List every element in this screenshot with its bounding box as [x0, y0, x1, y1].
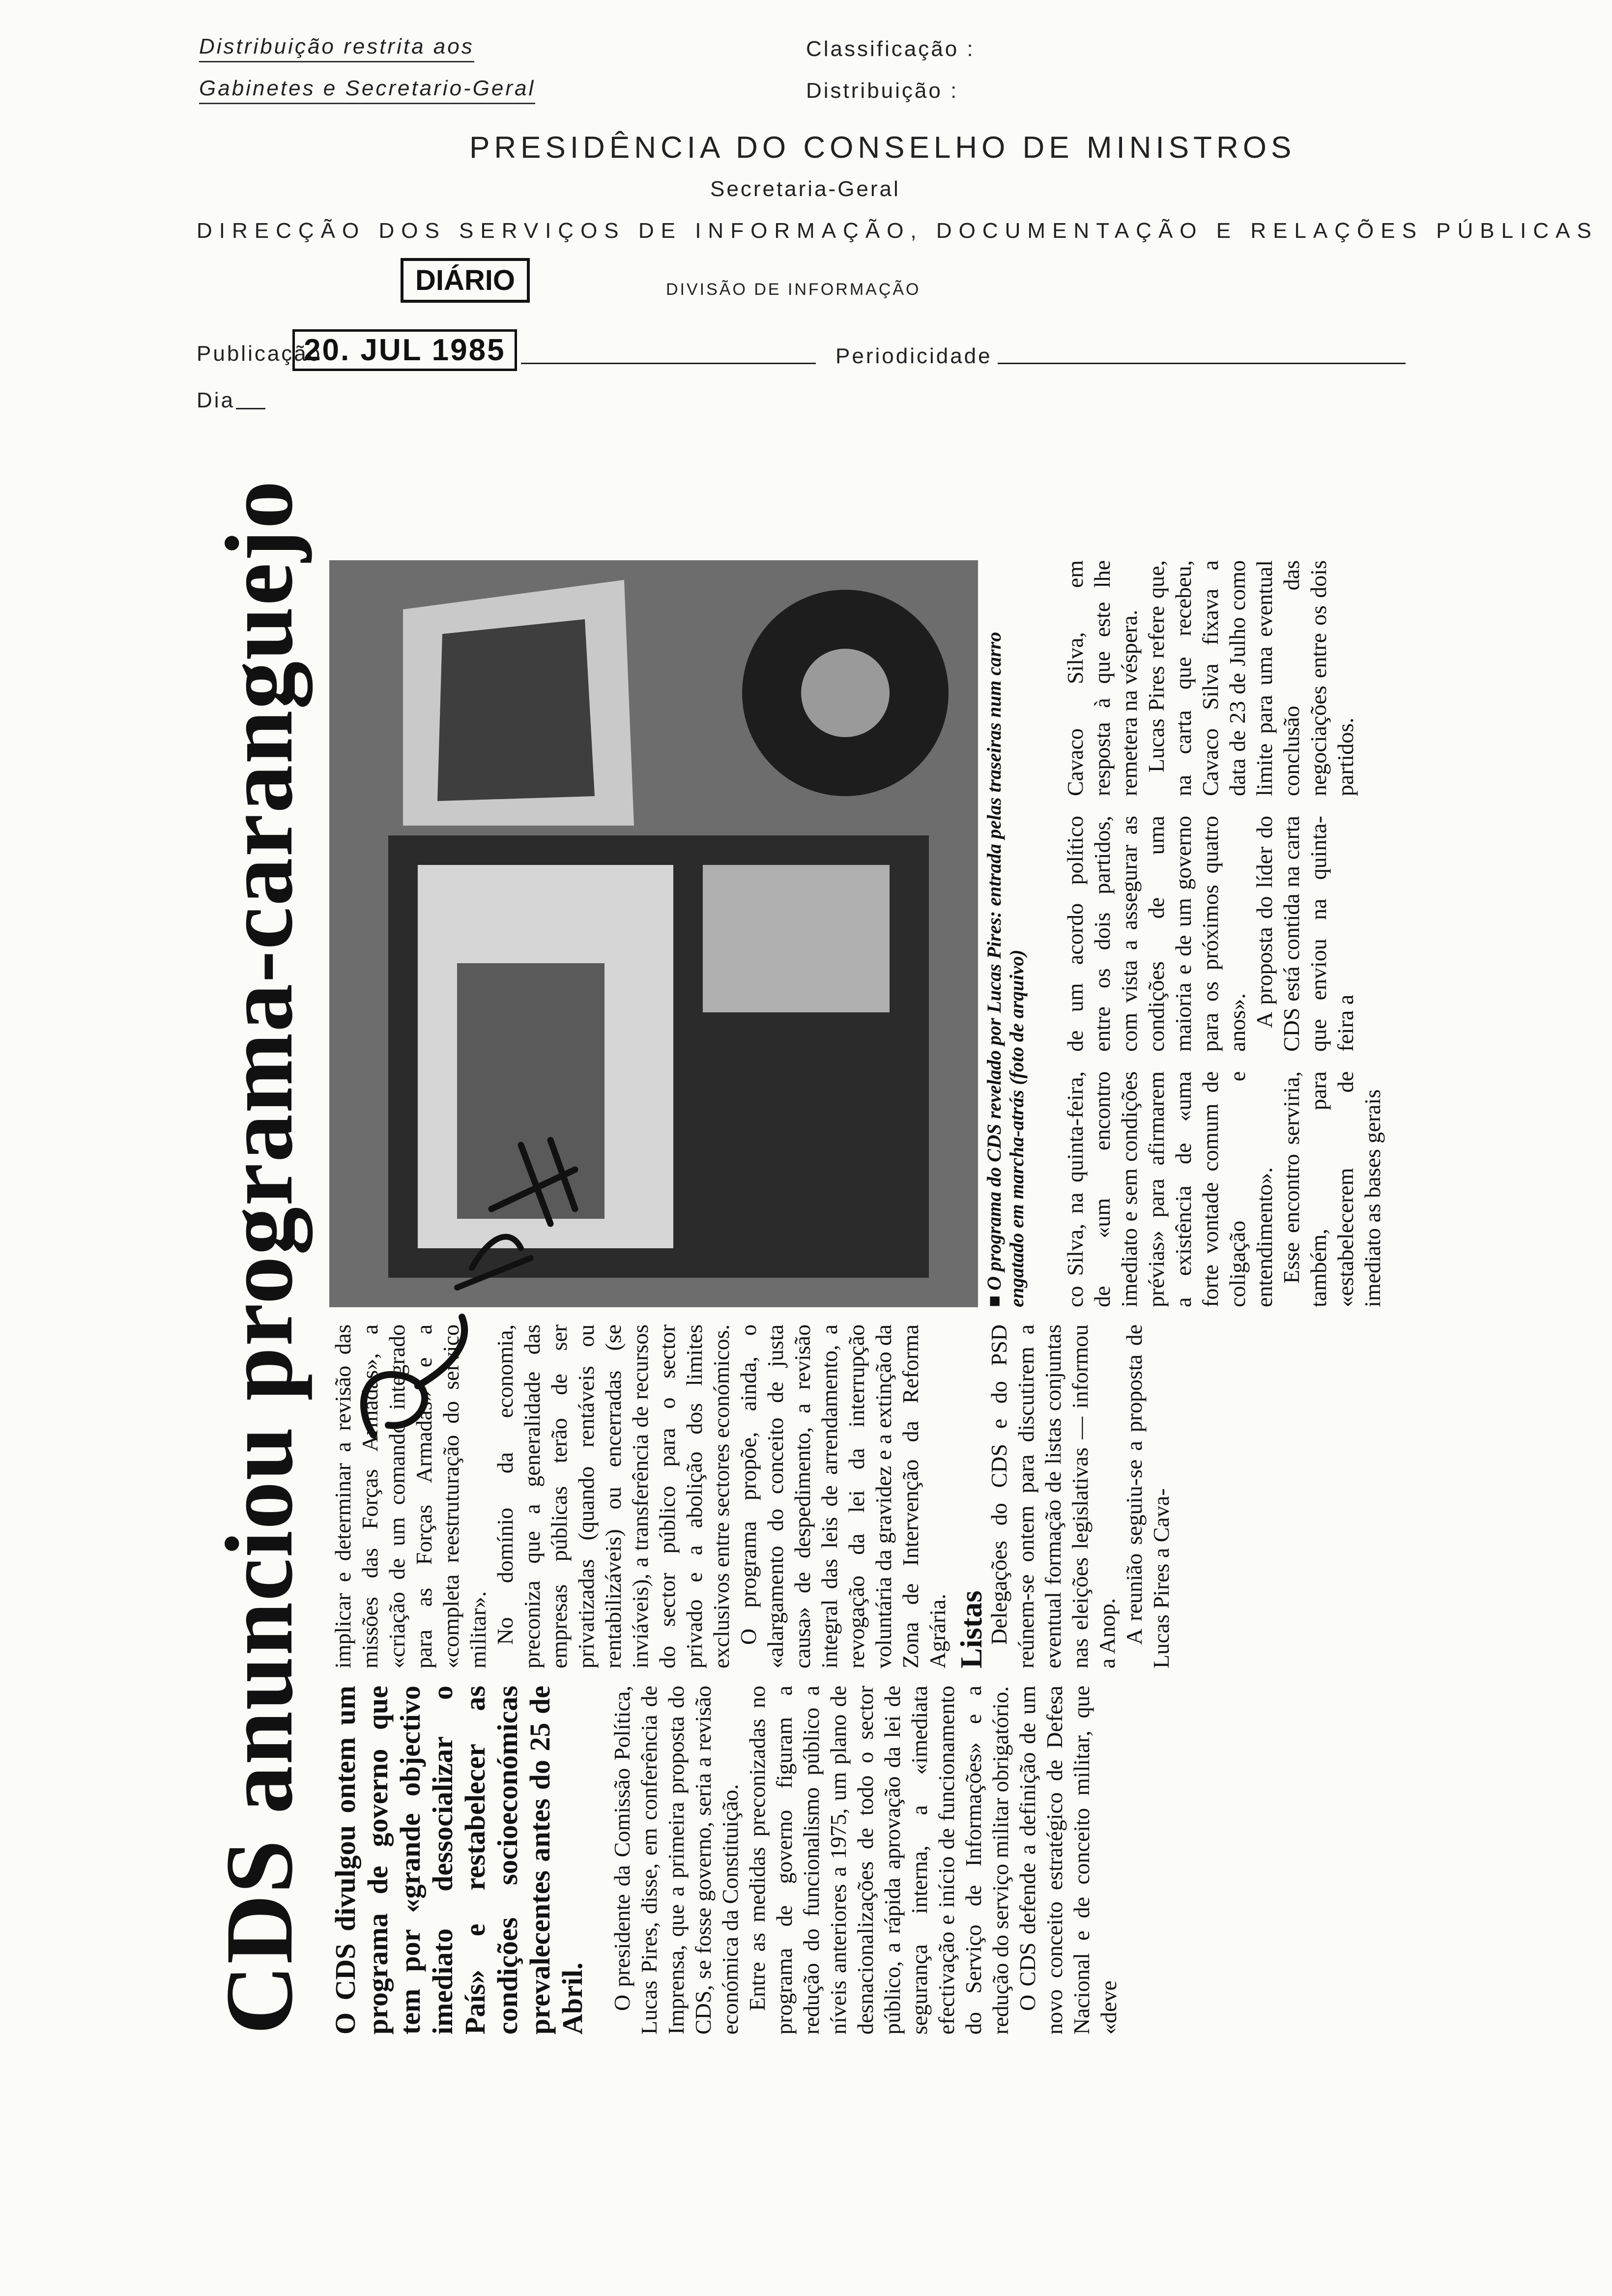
- article-headline: CDS anunciou programa-caranguejo: [206, 480, 313, 2035]
- dia-line: [236, 408, 265, 409]
- handwritten-annotation: [344, 1111, 619, 1464]
- article-paragraph: Entre as medidas preconizadas no programa de governo figuram a redução do funcionalismo público a níveis anteriores a 1975, um plano de desnacionalizações de todo o sector público, a rápida aprovação da lei de segurança interna, a «imediata efectivação e início de funcionamento do Serviço de Informações» e a redução do serviço militar obrigatório.: [745, 1686, 1013, 2035]
- article-paragraph: No domínio da economia, preconiza que a generalidade das empresas públicas terão de ser privatizadas (quando rentáveis ou rentabilizáveis) ou encerradas (se inviáveis), a transferência de recursos do sector público para o sector privado e a abolição dos limites exclusivos entre sectores económicos.: [492, 1324, 734, 1668]
- article-paragraph: A reunião seguiu-se a proposta de Lucas Pires a Cava-: [1122, 1324, 1174, 1668]
- article-lead: O CDS divulgou ontem um programa de governo que tem por «grande objectivo imediato dessocializar o País» e restabelecer as condições socioeconómicas prevalecentes antes do 25 de Abril.: [329, 1686, 588, 2035]
- divisao-label: DIVISÃO DE INFORMAÇÃO: [666, 280, 921, 299]
- periodicidade-line: [998, 363, 1406, 364]
- article-paragraph: implicar e determinar a revisão das missões das Forças Armadas», a «criação de um comando integrado para as Forças Armadas» e a «completa reestruturação do serviço militar».: [330, 1324, 490, 1668]
- distribution-note-1: Distribuição restrita aos: [199, 34, 474, 62]
- distribuicao-label: Distribuição :: [806, 79, 959, 103]
- date-stamp: [292, 329, 517, 371]
- article-paragraph: co Silva, na quinta-feira, de «um encontro imediato e sem condições prévias» para afirmarem a existência de «uma forte vontade comum de coligação e entendimento».: [1063, 1071, 1277, 1307]
- article-paragraph: Cavaco Silva, em resposta à que este lhe remetera na véspera.: [1063, 560, 1142, 796]
- distribution-note-2: Gabinetes e Secretario-Geral: [199, 76, 535, 104]
- article-paragraph: A proposta do líder do CDS está contida na carta que enviou na quinta-feira a: [1252, 816, 1358, 1052]
- classificacao-label: Classificação :: [806, 37, 975, 61]
- publication-stamp: [401, 258, 530, 303]
- article-column-5: [1062, 816, 1359, 1052]
- direccao-title: DIRECÇÃO DOS SERVIÇOS DE INFORMAÇÃO, DOCUMENTAÇÃO E RELAÇÕES PÚBLICAS: [197, 219, 1598, 243]
- article-column-1: [329, 1686, 1122, 2035]
- photo-caption: ■ O programa do CDS revelado por Lucas Pires: entrada pelas traseiras num carro engatado em marcha-atrás (foto de arquivo): [983, 631, 1028, 1307]
- publicacao-label: Publicação: [197, 342, 322, 366]
- article-paragraph: O CDS defende a definição de um novo conceito estratégico de Defesa Nacional e de conceito militar, que «deve: [1015, 1686, 1121, 2035]
- periodicidade-label: Periodicidade: [835, 344, 992, 368]
- article-paragraph: Lucas Pires refere que, na carta que recebeu, Cavaco Silva fixava a data de 23 de Julho como limite para uma eventual conclusão das negociações entre os dois partidos.: [1144, 560, 1358, 796]
- article-column-4: [1062, 1071, 1386, 1307]
- presidencia-title: PRESIDÊNCIA DO CONSELHO DE MINISTROS: [469, 131, 1296, 165]
- date-stamp-text: 20. JUL 1985: [304, 333, 506, 367]
- article-paragraph: de um acordo político entre os dois partidos, com vista a assegurar as condições de uma maioria e de um governo para os próximos quatro anos».: [1063, 816, 1250, 1052]
- dia-label: Dia: [197, 388, 235, 412]
- article-paragraph: O programa propõe, ainda, o «alargamento do conceito de justa causa» de despedimento, a revisão integral das leis de arrendamento, a revogação da lei da interrupção voluntária da gravidez e a extinção da Zona de Intervenção da Reforma Agrária.: [736, 1324, 950, 1668]
- secretaria-label: Secretaria-Geral: [710, 177, 900, 201]
- article-column-3: [955, 1324, 1175, 1668]
- article-column-6: [1062, 560, 1359, 796]
- publicacao-line: [521, 363, 816, 364]
- article-paragraph: Delegações do CDS e do PSD reúnem-se ontem para discutirem a eventual formação de listas conjuntas nas eleições legislativas — informou a Anop.: [986, 1324, 1120, 1668]
- section-subheading: Listas: [955, 1590, 988, 1668]
- publication-stamp-text: DIÁRIO: [415, 264, 515, 296]
- article-paragraph: O presidente da Comissão Política, Lucas Pires, disse, em conferência de Imprensa, que a primeira proposta do CDS, se fosse governo, seria a revisão económica da Constituição.: [609, 1686, 743, 2035]
- article-paragraph: Esse encontro serviria, também, para «estabelecerem de imediato as bases gerais: [1279, 1071, 1385, 1307]
